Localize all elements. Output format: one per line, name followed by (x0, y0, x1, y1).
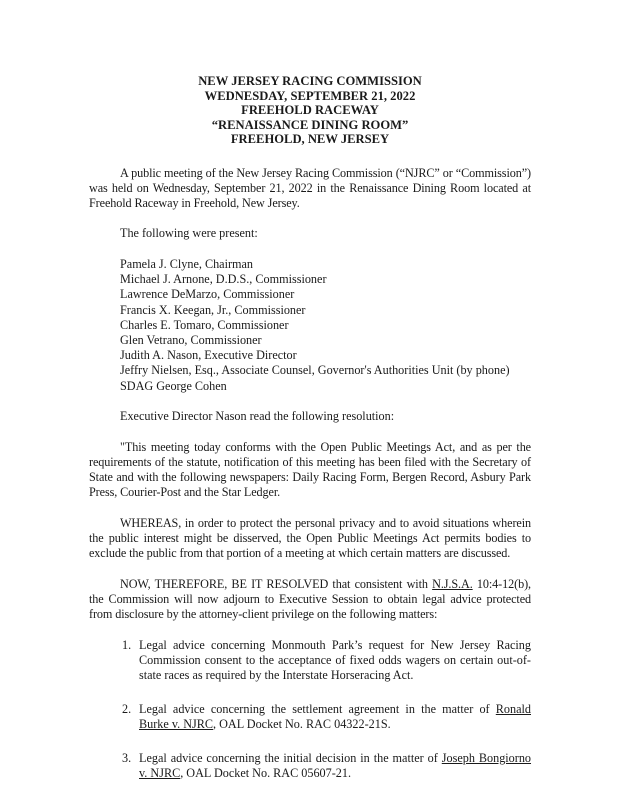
attendee-item: Charles E. Tomaro, Commissioner (120, 317, 289, 332)
paragraph-now-therefore (89, 577, 531, 622)
paragraph-open-public-meetings: "This meeting today conforms with the Open Public Meetings Act, and as per the requirements of the statute, notification of this meeting has been filed with the Secretary of State and with the following newspapers: Daily Racing Form, Bergen Record, Asbury Park Press, Courier-Post and the Star Ledger. (89, 439, 531, 499)
matter-tail: , OAL Docket No. RAC 05607-21. (180, 765, 352, 780)
header-line-commission: NEW JERSEY RACING COMMISSION (198, 74, 422, 88)
matter-text: Legal advice concerning the settlement agreement in the matter of (139, 701, 496, 716)
matter-item (89, 702, 531, 732)
matter-text: Legal advice concerning Monmouth Park’s request for New Jersey Racing Commission consent to the acceptance of fixed odds wagers on certain out-of-state races as required by the Interstate Horseracing Act. (139, 637, 531, 682)
header-line-venue: FREEHOLD RACEWAY (241, 103, 379, 118)
attendee-item: Glen Vetrano, Commissioner (120, 332, 262, 347)
matter-number: 1. (122, 637, 132, 652)
case-name: Joseph Bongiorno v. NJRC (139, 750, 532, 780)
now-therefore-before: NOW, THEREFORE, BE IT RESOLVED that consistent with (120, 576, 433, 591)
attendee-list (89, 257, 531, 394)
matter-item (89, 751, 531, 781)
statute-citation: N.J.S.A. (432, 576, 473, 591)
header-line-location: FREEHOLD, NEW JERSEY (230, 132, 390, 147)
header-line-date: WEDNESDAY, SEPTEMBER 21, 2022 (204, 88, 416, 103)
matter-number: 3. (122, 750, 132, 765)
intro-paragraph: A public meeting of the New Jersey Racing Commission (“NJRC” or “Commission”) was held on Wednesday, September 21, 2022 in the Renaissance Dining Room located at Freehold Raceway in Freehold, New Jersey. (89, 165, 531, 210)
case-name: Ronald Burke v. NJRC (139, 701, 531, 731)
matter-item (89, 638, 531, 683)
attendee-item: Michael J. Arnone, D.D.S., Commissioner (120, 272, 327, 287)
now-therefore-after: 10:4-12(b), the Commission will now adjourn to Executive Session to obtain legal advice protected from disclosure by the attorney-client privilege on the following matters: (89, 576, 531, 621)
document-header (89, 74, 531, 147)
matter-number: 2. (122, 701, 132, 716)
attendee-item: Lawrence DeMarzo, Commissioner (120, 287, 295, 302)
attendee-item: Pamela J. Clyne, Chairman (120, 256, 254, 271)
attendee-item: SDAG George Cohen (120, 378, 227, 393)
paragraph-whereas: WHEREAS, in order to protect the personal privacy and to avoid situations wherein the public interest might be disserved, the Open Public Meetings Act permits bodies to exclude the public from that portion of a meeting at which certain matters are discussed. (89, 515, 531, 560)
attendee-item: Francis X. Keegan, Jr., Commissioner (120, 302, 306, 317)
matter-tail: , OAL Docket No. RAC 04322-21S. (213, 716, 391, 731)
resolution-intro: Executive Director Nason read the following resolution: (120, 408, 395, 423)
attendee-item: Jeffry Nielsen, Esq., Associate Counsel, Governor's Authorities Unit (by phone) (120, 363, 510, 378)
header-line-room: “RENAISSANCE DINING ROOM” (211, 117, 409, 132)
present-intro: The following were present: (120, 225, 258, 240)
matter-text: Legal advice concerning the initial decision in the matter of (139, 750, 442, 765)
matters-list (89, 638, 531, 781)
attendee-item: Judith A. Nason, Executive Director (120, 348, 297, 363)
